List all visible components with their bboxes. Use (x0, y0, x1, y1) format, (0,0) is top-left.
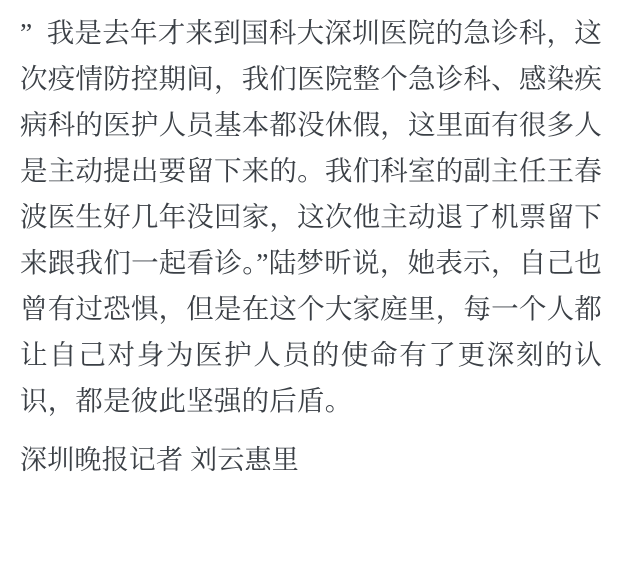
article-byline: 深圳晚报记者 刘云惠里 (20, 445, 299, 475)
article-paragraph: ” 我是去年才来到国科大深圳医院的急诊科，这次疫情防控期间，我们医院整个急诊科、感染疾病科的医护人员基本都没休假，这里面有很多人是主动提出要留下来的。我们科室的副主任王春波医生好几年没回家，这次他主动退了机票留下来跟我们一起看诊。”陆梦昕说，她表示，自己也曾有过恐惧，但是在这个大家庭里，每一个人都让自己对身为医护人员的使命有了更深刻的认识，都是彼此坚强的后盾。 (20, 17, 602, 416)
